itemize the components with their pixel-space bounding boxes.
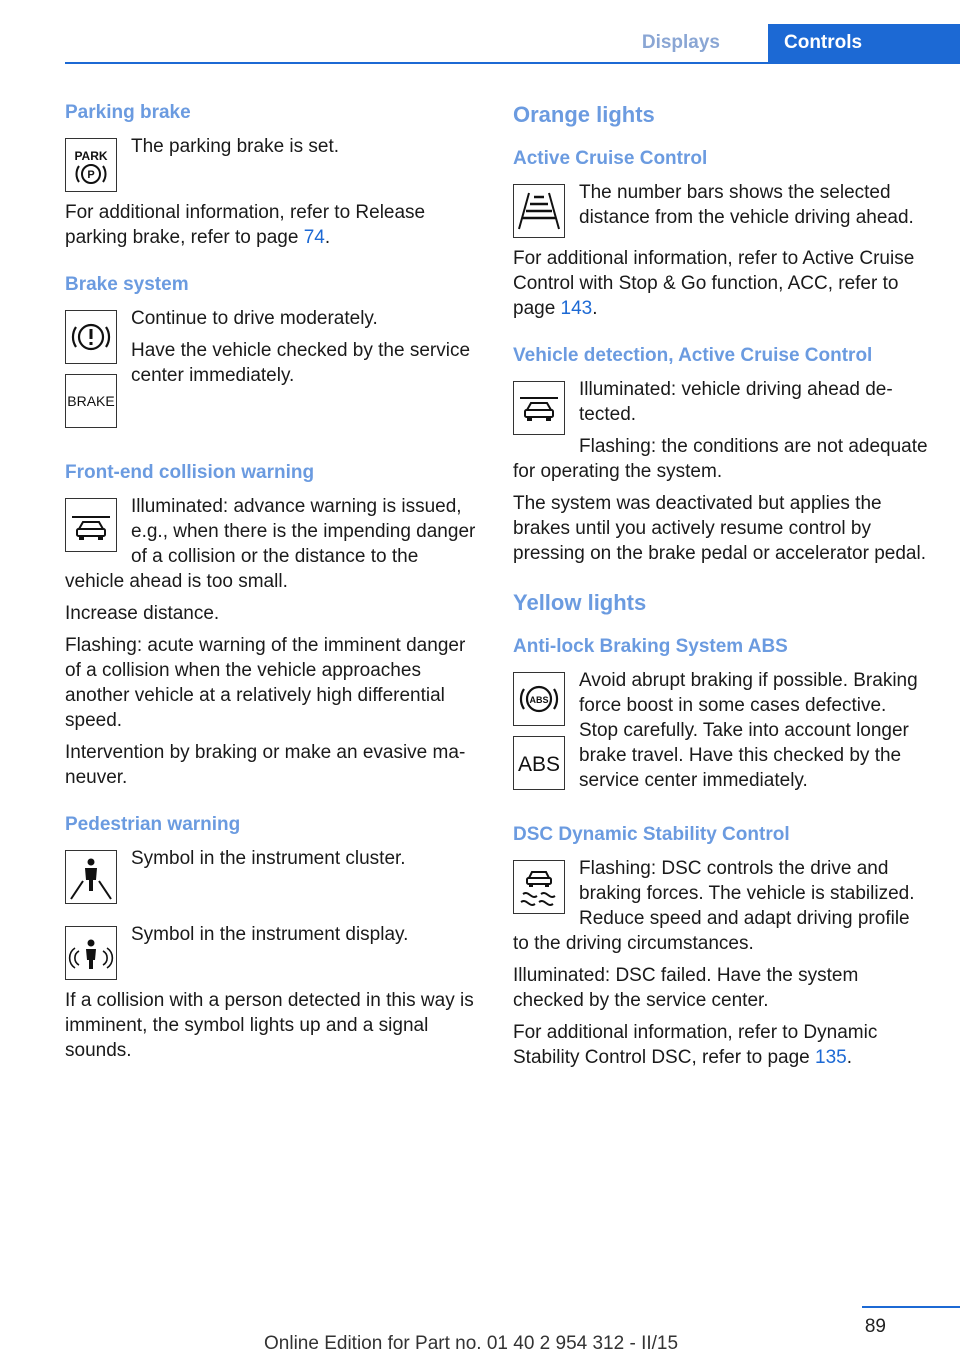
abs-text-icon-text: ABS bbox=[517, 753, 561, 776]
section-vehicle-detection bbox=[513, 343, 928, 566]
heading-acc: Active Cruise Control bbox=[513, 148, 708, 169]
dsc-text-3 bbox=[513, 1020, 928, 1070]
parking-brake-text-2 bbox=[65, 200, 480, 250]
heading-dsc: DSC Dynamic Stability Control bbox=[513, 824, 790, 845]
acc-text-1: The number bars shows the selected distance from the vehicle driving ahead. bbox=[579, 182, 914, 228]
section-parking-brake bbox=[65, 100, 480, 250]
acc-ref-end: . bbox=[592, 298, 598, 319]
svg-text:P: P bbox=[87, 169, 95, 181]
parking-brake-ref-text: For additional information, refer to Release parking brake, refer to page bbox=[65, 202, 426, 248]
brake-system-text-2: Have the vehicle checked by the service center immediately. bbox=[131, 340, 471, 386]
heading-pedestrian: Pedestrian warning bbox=[65, 814, 241, 835]
abs-text-icon bbox=[513, 736, 565, 790]
page-header bbox=[65, 24, 960, 64]
heading-brake-system: Brake system bbox=[65, 274, 189, 295]
vehicle-detection-icon bbox=[513, 381, 565, 435]
vehicle-detection-text-3: The system was deactivated but applies the brakes until you actively resume control by pressing on the brake pedal or accelerator pedal. bbox=[513, 493, 926, 564]
parking-brake-ref-end: . bbox=[324, 227, 331, 248]
brake-warning-icon bbox=[65, 310, 117, 364]
page-number: 89 bbox=[864, 1316, 886, 1337]
heading-orange-lights: Orange lights bbox=[513, 102, 655, 127]
page-link-143[interactable]: 143 bbox=[560, 298, 593, 319]
section-acc bbox=[513, 146, 928, 321]
heading-vehicle-detection: Vehicle detection, Active Cruise Control bbox=[513, 345, 873, 366]
vehicle-detection-text-1: Illuminated: vehicle driving ahead detected. bbox=[579, 379, 893, 425]
dsc-ref-end: . bbox=[846, 1047, 853, 1068]
brake-system-text-1: Continue to drive moderately. bbox=[131, 308, 378, 329]
abs-text-1: Avoid abrupt braking if possible. Braking force boost in some cases defective. Stop carefully. Take into account longer brake travel. Have this checked by the service center immediately. bbox=[579, 670, 918, 791]
dsc-ref-text: For additional information, refer to Dynamic Stability Control DSC, refer to page bbox=[513, 1022, 878, 1068]
heading-abs: Anti-lock Braking System ABS bbox=[513, 636, 788, 657]
acc-ref-text: For additional information, refer to Active Cruise Control with Stop & Go function, ACC, refer to page bbox=[513, 248, 915, 319]
page-link-74[interactable]: 74 bbox=[303, 227, 325, 248]
left-column bbox=[65, 100, 480, 1085]
page-link-135[interactable]: 135 bbox=[815, 1047, 847, 1068]
section-pedestrian bbox=[65, 812, 480, 1063]
pedestrian-text-1: Symbol in the instrument cluster. bbox=[131, 848, 406, 869]
section-abs bbox=[513, 634, 928, 800]
dsc-skid-icon bbox=[513, 860, 565, 914]
parking-brake-icon-text: PARK bbox=[74, 149, 108, 163]
parking-brake-icon bbox=[65, 138, 117, 192]
tab-controls[interactable]: Controls bbox=[768, 24, 960, 62]
front-collision-text-2: Increase distance. bbox=[65, 603, 220, 624]
pedestrian-text-3: If a collision with a person detected in this way is imminent, the symbol lights up and a signal sounds. bbox=[65, 990, 474, 1061]
pedestrian-display-icon bbox=[65, 926, 117, 980]
tab-displays[interactable]: Displays bbox=[641, 32, 720, 53]
section-front-collision bbox=[65, 460, 480, 790]
car-collision-icon bbox=[65, 498, 117, 552]
abs-circle-icon bbox=[513, 672, 565, 726]
footer-rule bbox=[862, 1306, 960, 1308]
vehicle-detection-text-2: Flashing: the conditions are not adequate for operating the system. bbox=[513, 436, 928, 482]
pedestrian-cluster-icon bbox=[65, 850, 117, 904]
right-column bbox=[513, 100, 928, 1092]
footer-edition: Online Edition for Part no. 01 40 2 954 312 - II/15 bbox=[264, 1333, 679, 1354]
brake-icon-text: BRAKE bbox=[67, 393, 115, 409]
section-dsc bbox=[513, 822, 928, 1070]
heading-yellow-lights: Yellow lights bbox=[513, 590, 647, 615]
section-brake-system bbox=[65, 272, 480, 438]
distance-bars-icon bbox=[513, 184, 565, 238]
front-collision-text-1: Illuminated: advance warning is issued, e.g., when there is the impending danger of a collision or the distance to the vehicle ahead is too small. bbox=[65, 496, 476, 592]
heading-front-collision: Front-end collision warning bbox=[65, 462, 315, 483]
heading-parking-brake: Parking brake bbox=[65, 102, 191, 123]
front-collision-text-4: Intervention by braking or make an evasive maneuver. bbox=[65, 742, 466, 788]
parking-brake-text-1: The parking brake is set. bbox=[131, 136, 340, 157]
dsc-text-1: Flashing: DSC controls the drive and braking forces. The vehicle is stabilized. Reduce speed and adapt driving profile to the driving circumstances. bbox=[513, 858, 915, 954]
brake-icon-stack bbox=[65, 306, 117, 438]
brake-text-icon bbox=[65, 374, 117, 428]
abs-icon-stack bbox=[513, 668, 565, 800]
front-collision-text-3: Flashing: acute warning of the imminent danger of a collision when the vehicle approaches another vehicle at a relatively high differential speed. bbox=[65, 635, 466, 731]
acc-text-2 bbox=[513, 246, 928, 321]
pedestrian-text-2: Symbol in the instrument display. bbox=[131, 924, 409, 945]
dsc-text-2: Illuminated: DSC failed. Have the system checked by the service center. bbox=[513, 965, 859, 1011]
abs-circle-icon-text: ABS bbox=[529, 695, 549, 705]
